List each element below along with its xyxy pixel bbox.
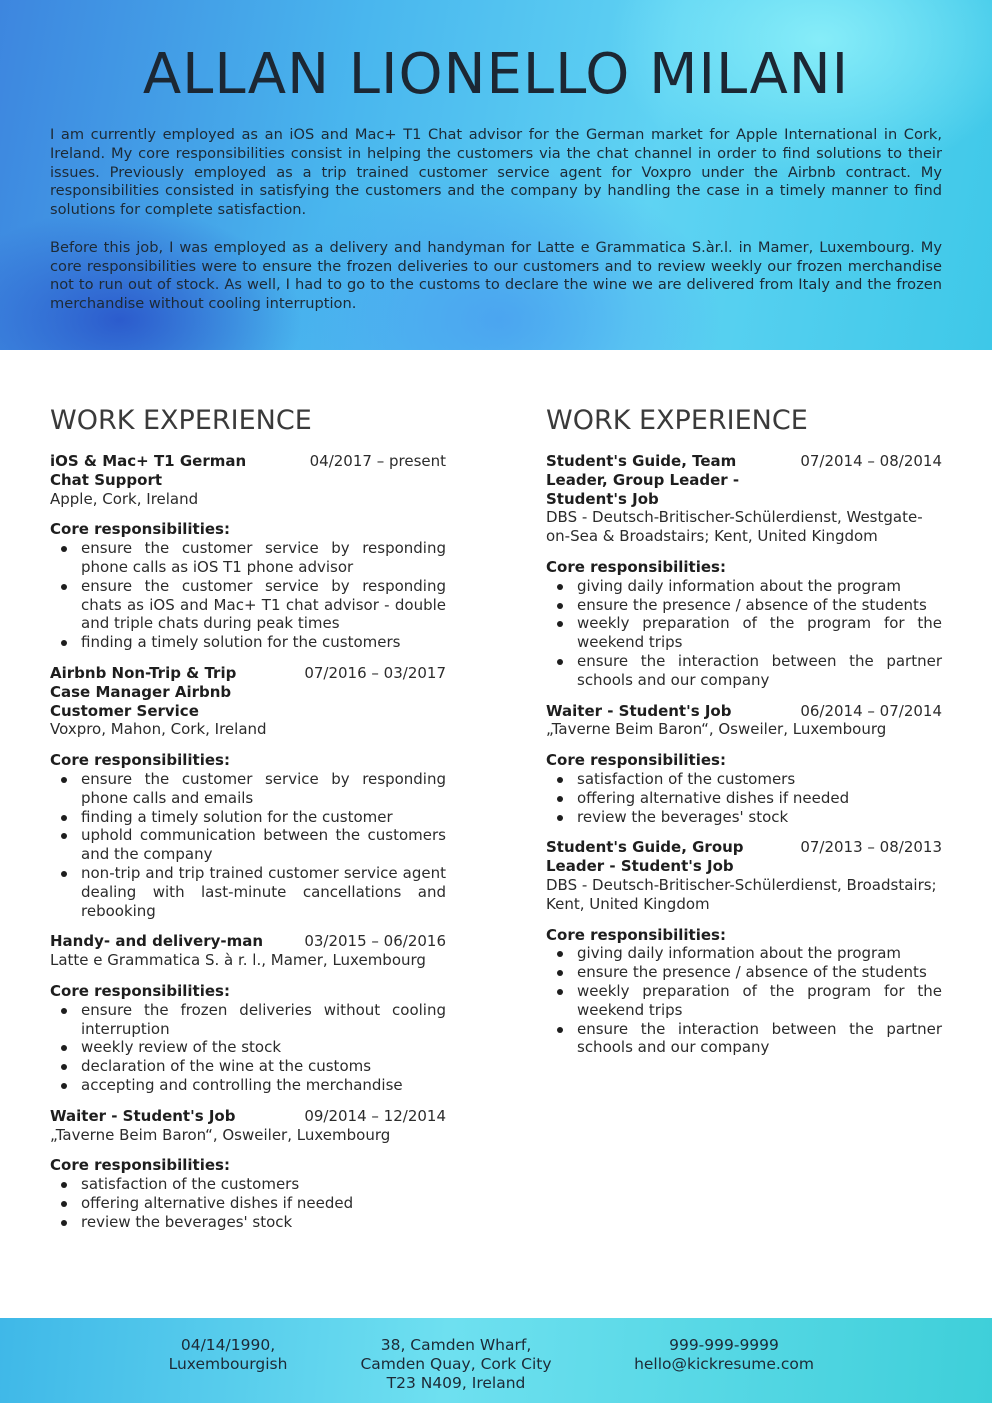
list-item: accepting and controlling the merchandise bbox=[50, 1076, 446, 1095]
job-entry bbox=[546, 452, 942, 690]
email-address[interactable]: hello@kickresume.com bbox=[634, 1355, 814, 1373]
nationality: Luxembourgish bbox=[168, 1355, 288, 1373]
job-company: „Taverne Beim Baron“, Osweiler, Luxembourg bbox=[50, 1125, 391, 1144]
core-responsibilities-label: Core responsibilities: bbox=[50, 520, 230, 539]
list-item: weekly review of the stock bbox=[50, 1038, 446, 1057]
summary-paragraph: Before this job, I was employed as a delivery and handyman for Latte e Grammatica S.àr.l. in Mamer, Luxembourg. My core responsibilities were to ensure the frozen deliveries to our customers and to review weekly our frozen merchandise not to run out of stock. As well, I had to go to the customs to declare the wine we are delivered from Italy and the frozen merchandise without cooling interruption. bbox=[50, 238, 942, 313]
section-title-work-experience: WORK EXPERIENCE bbox=[546, 405, 808, 436]
list-item: weekly preparation of the program for the weekend trips bbox=[546, 982, 942, 1020]
list-item: ensure the interaction between the partner schools and our company bbox=[546, 1020, 942, 1058]
core-responsibilities-label: Core responsibilities: bbox=[50, 981, 230, 1000]
job-company: Latte e Grammatica S. à r. l., Mamer, Luxembourg bbox=[50, 951, 426, 970]
responsibility-list bbox=[50, 770, 446, 920]
list-item: satisfaction of the customers bbox=[50, 1175, 446, 1194]
job-date: 07/2016 – 03/2017 bbox=[304, 663, 446, 682]
job-date: 04/2017 – present bbox=[309, 452, 446, 470]
job-entry bbox=[50, 932, 446, 1094]
job-title: iOS & Mac+ T1 German Chat Support bbox=[50, 452, 247, 489]
job-company: DBS - Deutsch-Britischer-Schülerdienst, Broadstairs; Kent, United Kingdom bbox=[546, 875, 937, 913]
footer-birth-nationality bbox=[130, 1336, 326, 1374]
responsibility-list bbox=[546, 577, 942, 690]
job-company: DBS - Deutsch-Britischer-Schülerdienst, Westgate-on-Sea & Broadstairs; Kent, United Kingdom bbox=[546, 508, 923, 546]
list-item: declaration of the wine at the customs bbox=[50, 1057, 446, 1076]
list-item: giving daily information about the program bbox=[546, 577, 942, 596]
list-item: weekly preparation of the program for the weekend trips bbox=[546, 614, 942, 652]
job-date: 06/2014 – 07/2014 bbox=[800, 701, 942, 720]
list-item: review the beverages' stock bbox=[546, 808, 942, 827]
core-responsibilities-label: Core responsibilities: bbox=[50, 751, 230, 770]
phone-number[interactable]: 999-999-9999 bbox=[669, 1336, 779, 1354]
job-company: Voxpro, Mahon, Cork, Ireland bbox=[50, 720, 267, 739]
job-title: Handy- and delivery-man bbox=[50, 932, 264, 951]
list-item: ensure the customer service by responding phone calls as iOS T1 phone advisor bbox=[50, 539, 446, 577]
list-item: ensure the presence / absence of the students bbox=[546, 596, 942, 615]
left-column bbox=[50, 405, 446, 1243]
right-column bbox=[546, 405, 942, 1069]
address-line: 38, Camden Wharf, bbox=[380, 1336, 532, 1354]
list-item: ensure the interaction between the partner schools and our company bbox=[546, 652, 942, 690]
profile-summary bbox=[50, 126, 942, 314]
job-date: 03/2015 – 06/2016 bbox=[304, 932, 446, 951]
job-title: Airbnb Non-Trip & Trip Case Manager Airbnb Customer Service bbox=[50, 663, 237, 720]
list-item: non-trip and trip trained customer service agent dealing with last-minute cancellations and rebooking bbox=[50, 864, 446, 920]
address-line: Camden Quay, Cork City bbox=[360, 1355, 552, 1373]
responsibility-list bbox=[50, 539, 446, 652]
core-responsibilities-label: Core responsibilities: bbox=[546, 751, 726, 770]
list-item: uphold communication between the customers and the company bbox=[50, 826, 446, 864]
section-title-work-experience: WORK EXPERIENCE bbox=[50, 405, 312, 436]
core-responsibilities-label: Core responsibilities: bbox=[546, 925, 726, 944]
job-title: Waiter - Student's Job bbox=[50, 1106, 236, 1125]
job-date: 07/2013 – 08/2013 bbox=[800, 838, 942, 857]
list-item: ensure the customer service by responding chats as iOS and Mac+ T1 chat advisor - double and triple chats during peak times bbox=[50, 577, 446, 633]
job-date: 09/2014 – 12/2014 bbox=[304, 1106, 446, 1125]
responsibility-list bbox=[50, 1175, 446, 1231]
address-line: T23 N409, Ireland bbox=[386, 1374, 526, 1392]
birth-date: 04/14/1990, bbox=[180, 1336, 276, 1354]
header-banner bbox=[0, 0, 992, 350]
job-title: Student's Guide, Team Leader, Group Leader - Student's Job bbox=[546, 452, 740, 508]
job-company: „Taverne Beim Baron“, Osweiler, Luxembourg bbox=[546, 720, 887, 739]
responsibility-list bbox=[546, 770, 942, 826]
core-responsibilities-label: Core responsibilities: bbox=[546, 557, 726, 576]
list-item: ensure the frozen deliveries without cooling interruption bbox=[50, 1001, 446, 1039]
job-entry bbox=[546, 838, 942, 1057]
summary-paragraph: I am currently employed as an iOS and Mac+ T1 Chat advisor for the German market for Apple International in Cork, Ireland. My core responsibilities consist in helping the customers via the chat channel in order to find solutions to their issues. Previously employed as a trip trained customer service agent for Voxpro under the Airbnb contract. My responsibilities consisted in satisfying the customers and the company by handling the case in a timely manner to find solutions for complete satisfaction. bbox=[50, 126, 942, 219]
job-entry bbox=[50, 452, 446, 652]
job-entry bbox=[50, 1107, 446, 1232]
footer-address bbox=[346, 1336, 566, 1393]
job-company: Apple, Cork, Ireland bbox=[50, 489, 199, 508]
job-date: 07/2014 – 08/2014 bbox=[800, 452, 942, 470]
job-title: Student's Guide, Group Leader - Student's Job bbox=[546, 838, 744, 876]
job-title: Waiter - Student's Job bbox=[546, 701, 732, 720]
core-responsibilities-label: Core responsibilities: bbox=[50, 1156, 230, 1175]
list-item: offering alternative dishes if needed bbox=[50, 1194, 446, 1213]
list-item: review the beverages' stock bbox=[50, 1213, 446, 1232]
responsibility-list bbox=[50, 1001, 446, 1095]
list-item: ensure the customer service by responding phone calls and emails bbox=[50, 770, 446, 808]
list-item: offering alternative dishes if needed bbox=[546, 789, 942, 808]
list-item: finding a timely solution for the customers bbox=[50, 633, 446, 652]
list-item: satisfaction of the customers bbox=[546, 770, 942, 789]
responsibility-list bbox=[546, 944, 942, 1057]
job-entry bbox=[50, 664, 446, 920]
person-name: ALLAN LIONELLO MILANI bbox=[142, 42, 850, 107]
list-item: ensure the presence / absence of the students bbox=[546, 963, 942, 982]
list-item: finding a timely solution for the customer bbox=[50, 808, 446, 827]
job-entry bbox=[546, 702, 942, 827]
list-item: giving daily information about the program bbox=[546, 944, 942, 963]
footer-contact bbox=[608, 1336, 840, 1374]
